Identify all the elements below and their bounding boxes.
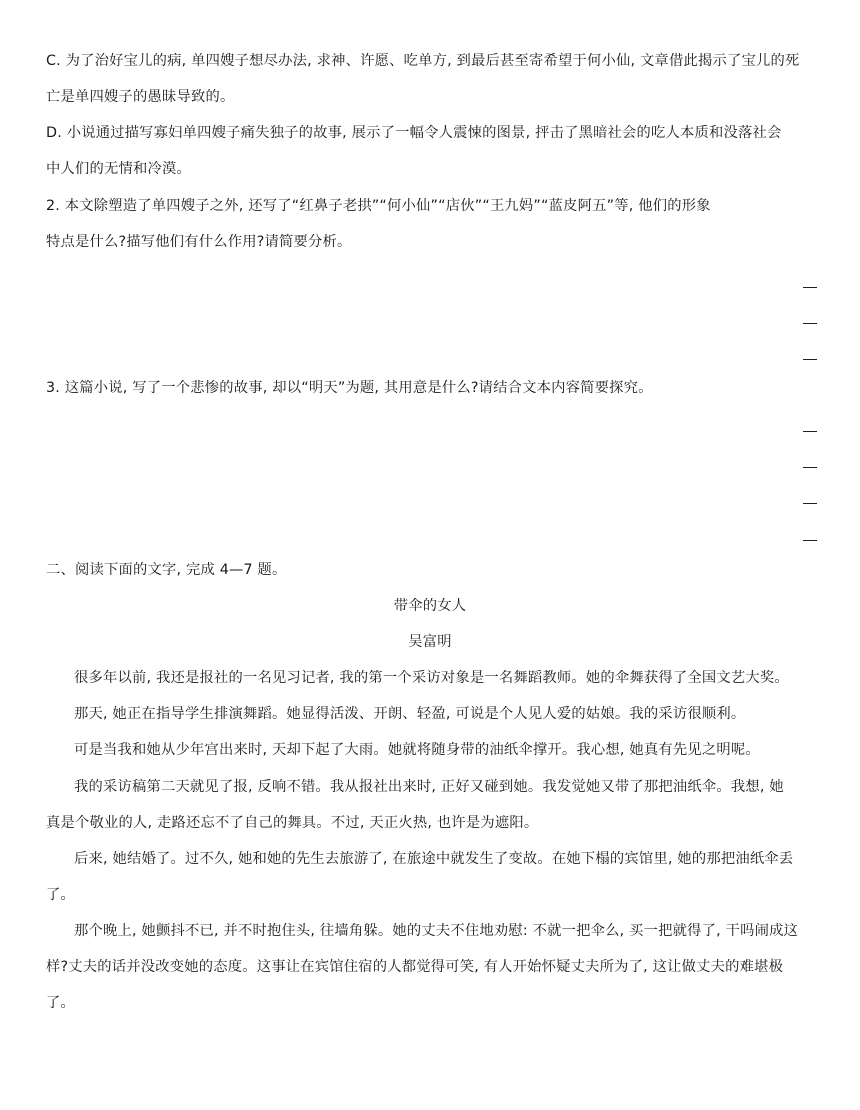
paragraph-line: 了。: [46, 887, 75, 903]
story-title: 带伞的女人: [393, 598, 467, 614]
answer-line: [803, 323, 817, 324]
paragraph-line: 样?丈夫的话并没改变她的态度。这事让在宾馆住宿的人都觉得可笑, 有人开始怀疑丈夫所为了, 这让做丈夫的难堪极: [46, 959, 784, 975]
answer-line: [803, 431, 817, 432]
paragraph-line: 可是当我和她从少年宫出来时, 天却下起了大雨。她就将随身带的油纸伞撑开。我心想, 她真有先见之明呢。: [74, 742, 760, 758]
option-c-line-2: 亡是单四嫂子的愚昧导致的。: [46, 89, 235, 105]
option-c-line-1: C. 为了治好宝儿的病, 单四嫂子想尽办法, 求神、许愿、吃单方, 到最后甚至寄希望于何小仙, 文章借此揭示了宝儿的死: [46, 53, 800, 69]
question-2-line-2: 特点是什么?描写他们有什么作用?请简要分析。: [46, 234, 352, 250]
question-2-line-1: 2. 本文除塑造了单四嫂子之外, 还写了“红鼻子老拱”“何小仙”“店伙”“王九妈”“蓝皮阿五”等, 他们的形象: [46, 198, 711, 214]
answer-line: [803, 467, 817, 468]
answer-line: [803, 540, 817, 541]
answer-line: [803, 503, 817, 504]
paragraph-line: 很多年以前, 我还是报社的一名见习记者, 我的第一个采访对象是一名舞蹈教师。她的伞舞获得了全国文艺大奖。: [74, 670, 789, 686]
paragraph-line: 那个晚上, 她颤抖不已, 并不时抱住头, 往墙角躲。她的丈夫不住地劝慰: 不就一把伞么, 买一把就得了, 干吗闹成这: [74, 923, 799, 939]
paragraph-line: 了。: [46, 995, 75, 1011]
section-heading: 二、阅读下面的文字, 完成 4—7 题。: [46, 562, 287, 578]
paragraph-line: 那天, 她正在指导学生排演舞蹈。她显得活泼、开朗、轻盈, 可说是个人见人爱的姑娘。我的采访很顺利。: [74, 706, 746, 722]
option-d-line-2: 中人们的无情和冷漠。: [46, 161, 191, 177]
question-3-line-1: 3. 这篇小说, 写了一个悲惨的故事, 却以“明天”为题, 其用意是什么?请结合文本内容简要探究。: [46, 380, 653, 396]
answer-line: [803, 287, 817, 288]
option-d-line-1: D. 小说通过描写寡妇单四嫂子痛失独子的故事, 展示了一幅令人震悚的图景, 抨击了黑暗社会的吃人本质和没落社会: [46, 125, 782, 141]
story-author: 吴富明: [408, 634, 452, 650]
paragraph-line: 真是个敬业的人, 走路还忘不了自己的舞具。不过, 天正火热, 也许是为遮阳。: [46, 815, 539, 831]
answer-line: [803, 359, 817, 360]
paragraph-line: 后来, 她结婚了。过不久, 她和她的先生去旅游了, 在旅途中就发生了变故。在她下榻的宾馆里, 她的那把油纸伞丢: [74, 851, 794, 867]
paragraph-line: 我的采访稿第二天就见了报, 反响不错。我从报社出来时, 正好又碰到她。我发觉她又带了那把油纸伞。我想, 她: [74, 779, 784, 795]
